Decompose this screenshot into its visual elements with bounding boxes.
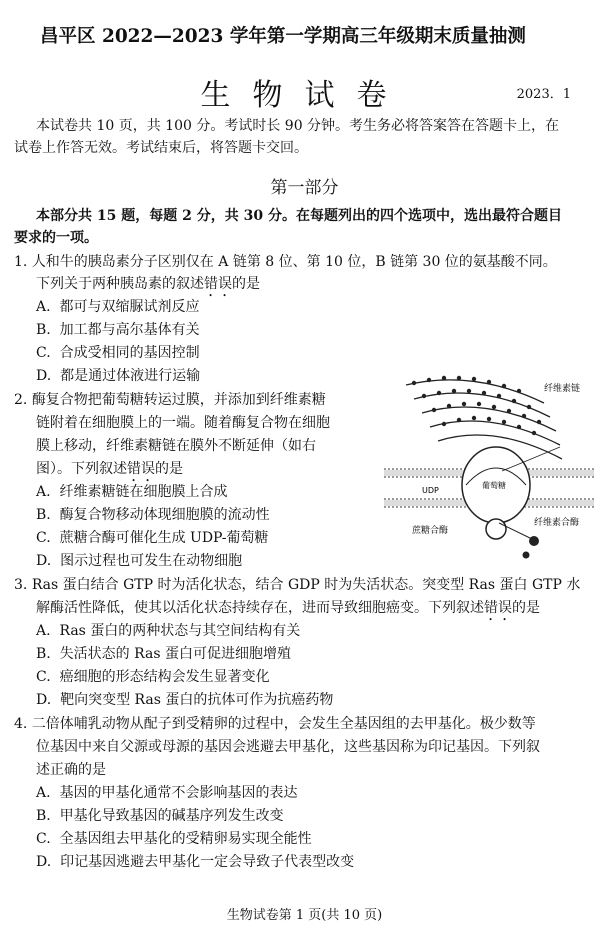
question-1-option-c: [36, 343, 200, 363]
option-text: 蔗糖合酶可催化生成 UDP-葡萄糖: [59, 530, 269, 546]
question-4-stem-line-2: 位基因中来自父源或母源的基因会逃避去甲基化，这些基因称为印记基因。下列叙: [36, 739, 540, 755]
question-text: 人和牛的胰岛素分子区别仅在 A 链第 8 位、第 10 位，B 链第 30 位的氨基酸不同。: [31, 254, 557, 270]
stem-text: 解酶活性降低，使其以活化状态持续存在，进而导致细胞癌变。下列叙述: [36, 600, 484, 616]
option-text: 全基因组去甲基化的受精卵易实现全能性: [59, 831, 312, 847]
part-one-instruction-1: 本部分共 15 题，每题 2 分，共 30 分。在每题列出的四个选项中，选出最符合题目: [36, 208, 562, 224]
stem-text: 下列关于两种胰岛素的叙述: [36, 276, 204, 292]
figure-label-udp: UDP: [422, 486, 439, 495]
question-number: 1.: [14, 254, 28, 270]
option-label: B.: [36, 808, 51, 824]
question-2-stem-line-2: 链附着在细胞膜上的一端。随着酶复合物在细胞: [36, 415, 330, 431]
option-label: B.: [36, 646, 51, 662]
question-4-option-a: [36, 783, 297, 803]
option-label: A.: [36, 484, 51, 500]
exam-title: 昌平区 2022—2023 学年第一学期高三年级期末质量抽测: [40, 26, 526, 47]
option-label: C.: [36, 530, 51, 546]
stem-text: 的是: [155, 461, 183, 477]
option-text: 印记基因逃避去甲基化一定会导致子代表型改变: [60, 854, 355, 870]
exam-date: 2023．1: [516, 87, 571, 102]
question-4-option-b: [36, 806, 284, 826]
option-text: 甲基化导致基因的碱基序列发生改变: [59, 808, 284, 824]
question-1-stem-line-1: [14, 252, 557, 272]
emphasis-text: 错误: [127, 461, 155, 477]
question-2-option-b: [36, 505, 270, 525]
question-2-stem-line-3: 膜上移动，纤维素糖链在膜外不断延伸（如右: [36, 438, 316, 454]
page-footer: 生物试卷第 1 页(共 10 页): [226, 908, 383, 923]
option-text: 都可与双缩脲试剂反应: [59, 299, 200, 315]
question-3-stem-line-1: [14, 575, 580, 595]
option-text: 都是通过体液进行运输: [60, 368, 201, 384]
option-text: 癌细胞的形态结构会发生显著变化: [59, 669, 270, 685]
question-1-option-a: [36, 297, 199, 317]
question-text: 二倍体哺乳动物从配子到受精卵的过程中，会发生全基因组的去甲基化。极少数等: [31, 716, 536, 732]
question-4-stem-line-1: [14, 714, 536, 734]
option-text: 合成受相同的基因控制: [59, 345, 200, 361]
question-number: 2.: [14, 392, 28, 408]
stem-text: 的是: [512, 600, 540, 616]
question-3-option-a: [36, 621, 300, 641]
option-label: A.: [36, 299, 51, 315]
question-4-option-d: [36, 852, 354, 872]
question-2-option-a: [36, 482, 227, 502]
question-3-option-b: [36, 644, 291, 664]
figure-label-glucose: 葡萄糖: [482, 481, 506, 490]
option-label: B.: [36, 507, 51, 523]
option-label: A.: [36, 623, 51, 639]
subject-title: 生物试卷: [200, 78, 409, 113]
stem-text: 的是: [232, 276, 260, 292]
option-text: Ras 蛋白的两种状态与其空间结构有关: [59, 623, 301, 639]
option-text: 靶向突变型 Ras 蛋白的抗体可作为抗癌药物: [60, 692, 334, 708]
question-3-option-d: [36, 690, 333, 710]
option-label: B.: [36, 322, 51, 338]
question-2-option-c: [36, 528, 268, 548]
option-label: D.: [36, 368, 52, 384]
question-text: 酶复合物把葡萄糖转运过膜，并添加到纤维素糖: [31, 392, 326, 408]
option-label: A.: [36, 785, 51, 801]
option-text: 纤维素糖链在细胞膜上合成: [59, 484, 228, 500]
emphasis-text: 错误: [484, 600, 512, 616]
option-text: 酶复合物移动体现细胞膜的流动性: [59, 507, 270, 523]
question-2-stem-line-1: [14, 390, 326, 410]
question-text: Ras 蛋白结合 GTP 时为活化状态，结合 GDP 时为失活状态。突变型 Ras 蛋白 GTP 水: [31, 577, 581, 593]
intro-line-2: 试卷上作答无效。考试结束后，将答题卡交回。: [14, 140, 308, 156]
question-4-stem-line-3: 述正确的是: [36, 762, 106, 778]
part-one-title: 第一部分: [270, 178, 339, 198]
option-label: C.: [36, 669, 51, 685]
question-number: 4.: [14, 716, 28, 732]
figure-label-sucrose-synthase: 蔗糖合酶: [412, 526, 449, 536]
option-label: D.: [36, 854, 52, 870]
option-text: 失活状态的 Ras 蛋白可促进细胞增殖: [59, 646, 291, 662]
option-label: D.: [36, 553, 52, 569]
cellulose-synthesis-figure: [384, 373, 594, 563]
figure-label-cellulose-synthase: 纤维素合酶: [534, 518, 580, 528]
intro-line-1: 本试卷共 10 页，共 100 分。考试时长 90 分钟。考生务必将答案答在答题卡上，在: [36, 118, 560, 134]
stem-text: 图）。下列叙述: [36, 461, 127, 477]
question-number: 3.: [14, 577, 28, 593]
part-one-instruction-2: 要求的一项。: [14, 230, 98, 246]
figure-graphic: [384, 373, 594, 563]
option-text: 基因的甲基化通常不会影响基因的表达: [59, 785, 298, 801]
figure-label-cellulose-chain: 纤维素链: [544, 384, 581, 394]
option-label: C.: [36, 345, 51, 361]
question-3-option-c: [36, 667, 270, 687]
question-2-option-d: [36, 551, 242, 571]
question-4-option-c: [36, 829, 312, 849]
question-1-option-d: [36, 366, 200, 386]
option-text: 加工都与高尔基体有关: [59, 322, 200, 338]
option-label: D.: [36, 692, 52, 708]
question-1-option-b: [36, 320, 200, 340]
option-label: C.: [36, 831, 51, 847]
option-text: 图示过程也可发生在动物细胞: [60, 553, 243, 569]
emphasis-text: 错误: [204, 276, 232, 292]
